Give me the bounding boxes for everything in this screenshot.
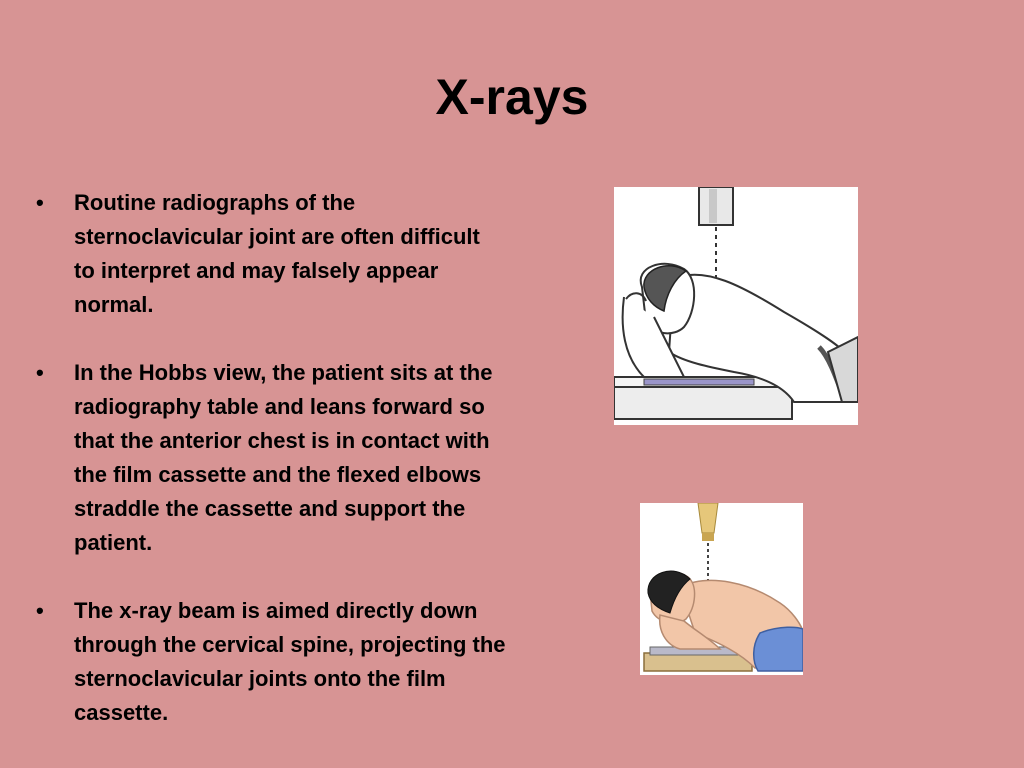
bullet-list bbox=[36, 186, 506, 764]
bullet-marker: • bbox=[36, 190, 44, 215]
slide-title: X-rays bbox=[435, 69, 589, 125]
bullet-marker: • bbox=[36, 360, 44, 385]
hobbs-view-drawing bbox=[614, 187, 858, 425]
bullet-text: In the Hobbs view, the patient sits at the radiography table and leans forward so that the anterior chest is in contact with the film cassette and the flexed elbows straddle the cassette and support the patient. bbox=[74, 360, 493, 555]
bullet-text: The x-ray beam is aimed directly down through the cervical spine, projecting the sternoclavicular joints onto the film cassette. bbox=[74, 598, 506, 725]
patient-position-drawing bbox=[640, 503, 803, 675]
bullet-text: Routine radiographs of the sternoclavicular joint are often difficult to interpret and may falsely appear normal. bbox=[74, 190, 480, 317]
hobbs-view-illustration bbox=[614, 187, 858, 425]
bullet-item bbox=[36, 186, 506, 322]
bullet-item bbox=[36, 356, 506, 560]
bullet-marker: • bbox=[36, 598, 44, 623]
patient-position-illustration bbox=[640, 503, 803, 675]
bullet-item bbox=[36, 594, 506, 730]
